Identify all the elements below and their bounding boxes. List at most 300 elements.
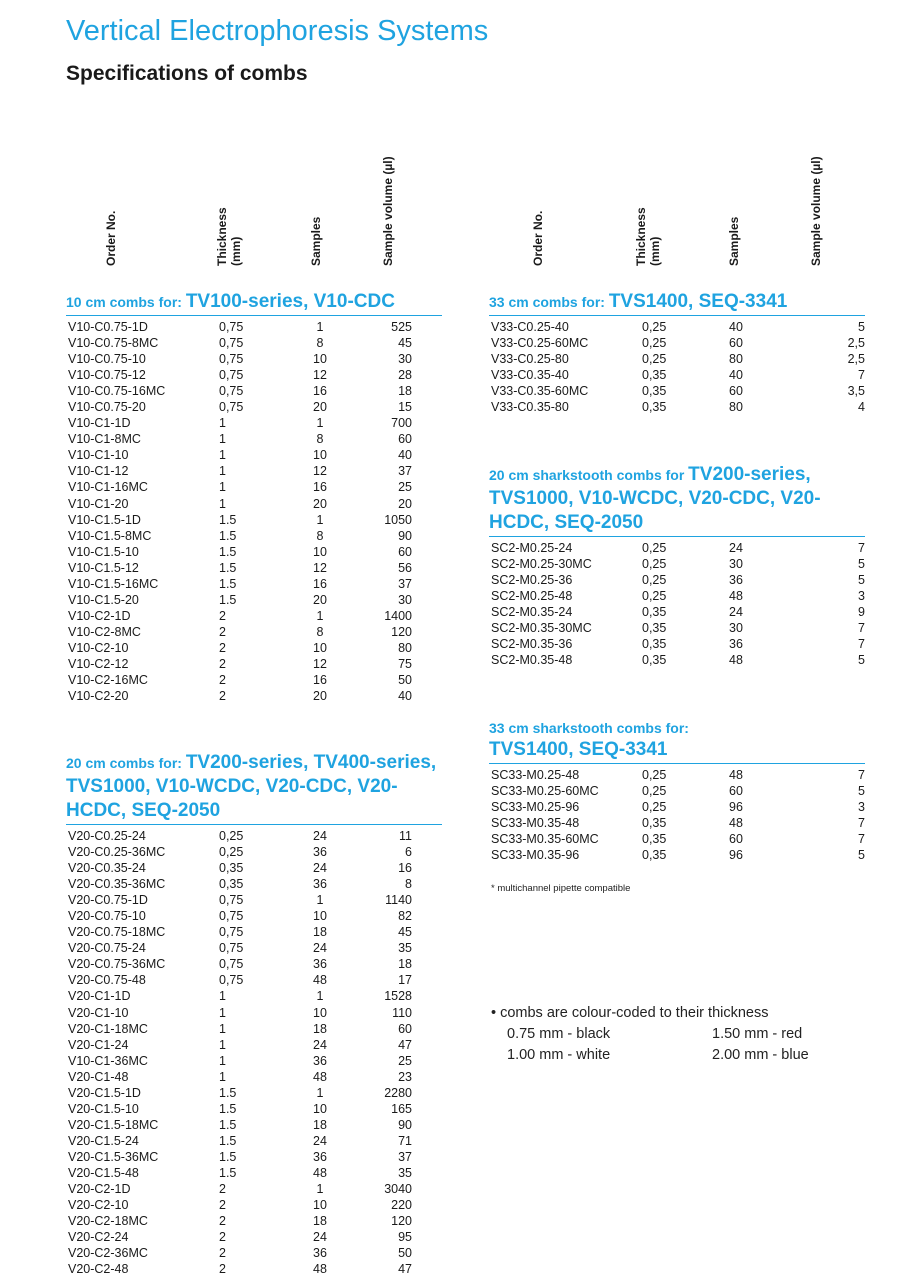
cell-order-no: V33-C0.25-60MC: [491, 336, 589, 351]
table-row: [66, 512, 442, 528]
cell-samples: 48: [729, 653, 743, 668]
cell-volume: 525: [391, 320, 412, 334]
cell-samples: 40: [729, 368, 743, 383]
table-row: [66, 892, 442, 908]
cell-order-no: V20-C1.5-1D: [68, 1085, 141, 1100]
cell-order-no: V20-C0.75-10: [68, 909, 146, 924]
table-row: [66, 1165, 442, 1181]
table-row: [66, 319, 442, 335]
table-row: [66, 431, 442, 447]
cell-samples: 10: [313, 448, 327, 463]
cell-volume: 2,5: [847, 352, 865, 367]
cell-thickness: 2: [219, 1214, 226, 1229]
cell-samples: 10: [313, 1198, 327, 1213]
cell-volume: 120: [391, 1214, 412, 1229]
table-row: [66, 479, 442, 495]
table-row: [66, 1021, 442, 1037]
cell-order-no: V10-C0.75-20: [68, 400, 146, 415]
cell-volume: 7: [858, 368, 865, 383]
cell-samples: 1: [316, 416, 324, 431]
header-thickness-unit: (mm): [648, 236, 662, 266]
cell-samples: 60: [729, 336, 743, 351]
section-heading-prefix: 20 cm combs for:: [66, 755, 186, 771]
cell-thickness: 1: [219, 1069, 226, 1084]
cell-thickness: 1: [219, 416, 226, 431]
cell-thickness: 1: [219, 432, 226, 447]
section-33cm-combs: [489, 290, 865, 415]
cell-order-no: V20-C1-18MC: [68, 1021, 148, 1036]
cell-order-no: V33-C0.35-40: [491, 368, 569, 383]
cell-volume: 700: [391, 416, 412, 431]
cell-thickness: 0,75: [219, 925, 244, 940]
cell-order-no: V33-C0.25-40: [491, 320, 569, 334]
cell-volume: 82: [398, 909, 412, 924]
cell-thickness: 2: [219, 640, 226, 655]
cell-order-no: V10-C1-8MC: [68, 432, 141, 447]
cell-samples: 30: [729, 557, 743, 572]
cell-thickness: 1.5: [219, 1101, 237, 1116]
cell-samples: 48: [313, 1262, 327, 1277]
table-row: [66, 560, 442, 576]
cell-order-no: V20-C0.25-36MC: [68, 845, 166, 860]
cell-order-no: SC2-M0.25-30MC: [491, 557, 592, 572]
table-row: [66, 688, 442, 704]
cell-order-no: SC2-M0.25-24: [491, 541, 573, 555]
cell-volume: 90: [398, 1117, 412, 1132]
table-row: [489, 799, 865, 815]
cell-thickness: 2: [219, 608, 226, 623]
cell-samples: 36: [313, 1246, 327, 1261]
cell-samples: 96: [729, 848, 743, 863]
cell-volume: 1140: [385, 893, 412, 908]
section-heading: [489, 290, 865, 316]
cell-samples: 10: [313, 1005, 327, 1020]
cell-order-no: V10-C1-1D: [68, 416, 131, 431]
cell-samples: 48: [729, 816, 743, 831]
cell-samples: 24: [313, 1037, 327, 1052]
table-row: [489, 815, 865, 831]
colour-code-note: [491, 1003, 809, 1066]
section-20cm-combs: [66, 751, 442, 1277]
table-row: [66, 624, 442, 640]
cell-volume: 47: [398, 1037, 412, 1052]
colour-note-red: 1.50 mm - red: [712, 1026, 803, 1042]
cell-samples: 18: [313, 1214, 327, 1229]
cell-volume: 35: [398, 941, 412, 956]
cell-thickness: 0,35: [642, 384, 667, 399]
table-row: [66, 335, 442, 351]
cell-order-no: V10-C2-10: [68, 640, 129, 655]
cell-order-no: SC33-M0.25-96: [491, 800, 580, 815]
page-subtitle: Specifications of combs: [66, 62, 308, 85]
cell-volume: 15: [398, 400, 412, 415]
table-row: [66, 1053, 442, 1069]
cell-order-no: V10-C2-20: [68, 689, 129, 704]
cell-thickness: 1.5: [219, 528, 237, 543]
cell-samples: 60: [729, 832, 743, 847]
cell-thickness: 2: [219, 1246, 226, 1261]
cell-volume: 11: [399, 829, 412, 843]
cell-samples: 48: [313, 973, 327, 988]
cell-volume: 6: [405, 845, 412, 860]
cell-thickness: 0,35: [219, 877, 244, 892]
cell-samples: 1: [316, 1085, 324, 1100]
cell-samples: 80: [729, 352, 743, 367]
cell-thickness: 1: [219, 1005, 226, 1020]
table-row: [66, 908, 442, 924]
table-row: [66, 1245, 442, 1261]
cell-order-no: V20-C1-24: [68, 1037, 129, 1052]
header-order-no: Order No.: [531, 210, 545, 266]
cell-order-no: V20-C0.75-24: [68, 941, 146, 956]
cell-volume: 9: [858, 605, 865, 620]
cell-volume: 20: [398, 496, 412, 511]
table-row: [66, 544, 442, 560]
cell-thickness: 1: [219, 1021, 226, 1036]
cell-thickness: 2: [219, 1230, 226, 1245]
table-row: [489, 572, 865, 588]
cell-thickness: 2: [219, 1182, 226, 1197]
colour-note-black: 0.75 mm - black: [507, 1026, 611, 1042]
cell-order-no: SC33-M0.35-48: [491, 816, 580, 831]
table-row: [66, 924, 442, 940]
table-row: [66, 1197, 442, 1213]
cell-volume: 56: [398, 560, 412, 575]
cell-samples: 1: [316, 1182, 324, 1197]
table-row: [489, 636, 865, 652]
cell-volume: 5: [858, 573, 865, 588]
cell-order-no: V10-C1-36MC: [68, 1053, 148, 1068]
table-row: [489, 783, 865, 799]
cell-order-no: V20-C2-1D: [68, 1182, 131, 1197]
table-row: [66, 1117, 442, 1133]
cell-samples: 16: [313, 576, 327, 591]
cell-volume: 28: [398, 368, 412, 383]
cell-volume: 60: [398, 432, 412, 447]
cell-samples: 24: [313, 941, 327, 956]
cell-order-no: SC2-M0.35-24: [491, 605, 573, 620]
cell-order-no: V10-C0.75-16MC: [68, 384, 166, 399]
cell-order-no: V20-C1.5-18MC: [68, 1117, 159, 1132]
section-heading-models: TV100-series, V10-CDC: [185, 291, 395, 312]
cell-thickness: 0,25: [642, 784, 667, 799]
cell-order-no: V10-C1-16MC: [68, 480, 148, 495]
section-heading: [66, 751, 442, 825]
cell-samples: 20: [313, 592, 327, 607]
cell-thickness: 1: [219, 480, 226, 495]
section-20cm-sharkstooth-combs: [489, 463, 865, 668]
cell-volume: 7: [858, 832, 865, 847]
cell-samples: 18: [313, 1117, 327, 1132]
cell-order-no: V10-C1-20: [68, 496, 129, 511]
table-row: [66, 656, 442, 672]
table-row: [66, 1069, 442, 1085]
table-row: [66, 1261, 442, 1277]
cell-volume: 3: [858, 800, 865, 815]
cell-thickness: 0,35: [642, 653, 667, 668]
cell-samples: 10: [313, 352, 327, 367]
cell-order-no: V10-C1.5-16MC: [68, 576, 159, 591]
cell-thickness: 0,75: [219, 909, 244, 924]
cell-thickness: 0,25: [642, 336, 667, 351]
table-row: [66, 1037, 442, 1053]
table-row: [489, 620, 865, 636]
cell-order-no: V10-C2-12: [68, 656, 129, 671]
cell-thickness: 1.5: [219, 1149, 237, 1164]
cell-thickness: 0,75: [219, 352, 244, 367]
cell-thickness: 0,75: [219, 893, 244, 908]
table-row: [489, 367, 865, 383]
cell-order-no: SC2-M0.35-30MC: [491, 621, 592, 636]
section-heading-prefix: 33 cm sharkstooth combs for:: [489, 720, 689, 736]
cell-volume: 5: [858, 320, 865, 334]
table-row: [489, 540, 865, 556]
table-row: [489, 383, 865, 399]
cell-thickness: 0,25: [642, 768, 667, 782]
cell-order-no: V20-C2-36MC: [68, 1246, 148, 1261]
left-column-headers: [66, 120, 446, 266]
cell-order-no: V20-C2-18MC: [68, 1214, 148, 1229]
cell-order-no: V20-C2-24: [68, 1230, 129, 1245]
header-order-no: Order No.: [104, 210, 118, 266]
header-thickness: [634, 207, 662, 266]
table-row: [66, 1181, 442, 1197]
cell-samples: 1: [316, 512, 324, 527]
cell-samples: 12: [313, 368, 327, 383]
cell-thickness: 1.5: [219, 576, 237, 591]
cell-order-no: V10-C0.75-12: [68, 368, 146, 383]
cell-volume: 30: [398, 592, 412, 607]
cell-order-no: V10-C1.5-1D: [68, 512, 141, 527]
cell-thickness: 2: [219, 1198, 226, 1213]
cell-order-no: V20-C0.35-36MC: [68, 877, 166, 892]
cell-thickness: 1: [219, 464, 226, 479]
cell-thickness: 0,75: [219, 320, 244, 334]
cell-thickness: 0,75: [219, 400, 244, 415]
cell-samples: 20: [313, 496, 327, 511]
cell-order-no: V33-C0.25-80: [491, 352, 569, 367]
cell-samples: 16: [313, 384, 327, 399]
cell-volume: 120: [391, 624, 412, 639]
section-heading-models: TV200-series, TV400-series, TVS1000, V10-WCDC, V20-CDC, V20-HCDC, SEQ-2050: [66, 752, 437, 821]
section-heading-models: TVS1400, SEQ-3341: [608, 291, 788, 312]
table-row: [66, 576, 442, 592]
cell-samples: 36: [729, 573, 743, 588]
table-row: [66, 1213, 442, 1229]
cell-volume: 4: [858, 400, 865, 415]
cell-order-no: V20-C2-48: [68, 1262, 129, 1277]
cell-samples: 30: [729, 621, 743, 636]
cell-volume: 35: [398, 1165, 412, 1180]
cell-samples: 24: [313, 861, 327, 876]
cell-thickness: 2: [219, 624, 226, 639]
cell-samples: 48: [313, 1165, 327, 1180]
cell-order-no: V20-C1.5-10: [68, 1101, 139, 1116]
cell-volume: 23: [398, 1069, 412, 1084]
cell-samples: 1: [316, 989, 324, 1004]
colour-note-blue: 2.00 mm - blue: [712, 1047, 809, 1063]
table-row: [66, 1149, 442, 1165]
table-row: [489, 319, 865, 335]
cell-volume: 220: [391, 1198, 412, 1213]
cell-order-no: V10-C2-8MC: [68, 624, 141, 639]
table-row: [489, 588, 865, 604]
table-row: [489, 767, 865, 783]
table-row: [66, 399, 442, 415]
cell-order-no: V20-C1-48: [68, 1069, 129, 1084]
cell-volume: 45: [398, 336, 412, 351]
colour-note-intro: • combs are colour-coded to their thickness: [491, 1005, 769, 1021]
cell-volume: 110: [392, 1005, 412, 1020]
table-row: [66, 528, 442, 544]
cell-samples: 1: [316, 320, 324, 334]
table-row: [489, 847, 865, 863]
header-samples: Samples: [727, 216, 741, 266]
cell-order-no: V33-C0.35-80: [491, 400, 569, 415]
cell-thickness: 0,35: [642, 848, 667, 863]
table-row: [66, 463, 442, 479]
table-row: [66, 860, 442, 876]
cell-samples: 20: [313, 400, 327, 415]
cell-thickness: 0,35: [642, 832, 667, 847]
cell-thickness: 0,25: [642, 573, 667, 588]
cell-samples: 24: [729, 541, 743, 555]
header-volume: Sample volume (µl): [381, 156, 395, 266]
cell-volume: 80: [398, 640, 412, 655]
cell-volume: 5: [858, 557, 865, 572]
cell-volume: 47: [398, 1262, 412, 1277]
cell-thickness: 0,35: [219, 861, 244, 876]
table-row: [66, 672, 442, 688]
cell-thickness: 1.5: [219, 1165, 237, 1180]
cell-thickness: 0,25: [642, 541, 667, 555]
cell-order-no: V10-C1-10: [68, 448, 129, 463]
cell-thickness: 1: [219, 1037, 226, 1052]
table-row: [66, 640, 442, 656]
cell-samples: 12: [313, 560, 327, 575]
table-row: [66, 1085, 442, 1101]
table-row: [66, 844, 442, 860]
table-row: [66, 367, 442, 383]
footnote: * multichannel pipette compatible: [491, 883, 631, 894]
cell-order-no: SC2-M0.35-36: [491, 637, 573, 652]
cell-thickness: 2: [219, 673, 226, 688]
cell-order-no: V20-C0.75-18MC: [68, 925, 166, 940]
cell-order-no: V10-C2-1D: [68, 608, 131, 623]
cell-order-no: V20-C0.35-24: [68, 861, 146, 876]
table-row: [489, 335, 865, 351]
table-row: [66, 1005, 442, 1021]
cell-samples: 1: [316, 893, 324, 908]
header-thickness-label: Thickness: [634, 207, 648, 266]
cell-thickness: 2: [219, 1262, 226, 1277]
section-heading: [66, 290, 442, 316]
cell-samples: 24: [313, 829, 327, 843]
cell-volume: 2,5: [847, 336, 865, 351]
cell-samples: 16: [313, 480, 327, 495]
cell-volume: 16: [398, 861, 412, 876]
header-samples: Samples: [309, 216, 323, 266]
table-row: [66, 1229, 442, 1245]
cell-volume: 37: [398, 464, 412, 479]
table-row: [66, 956, 442, 972]
cell-samples: 48: [729, 589, 743, 604]
right-column-headers: [489, 120, 869, 266]
cell-samples: 18: [313, 1021, 327, 1036]
cell-samples: 10: [313, 640, 327, 655]
cell-samples: 12: [313, 656, 327, 671]
cell-thickness: 0,35: [642, 605, 667, 620]
cell-samples: 24: [313, 1133, 327, 1148]
cell-samples: 36: [313, 1053, 327, 1068]
cell-order-no: V10-C1-12: [68, 464, 129, 479]
cell-thickness: 0,25: [642, 589, 667, 604]
cell-thickness: 0,25: [642, 800, 667, 815]
cell-samples: 36: [313, 957, 327, 972]
header-thickness-label: Thickness: [215, 207, 229, 266]
cell-thickness: 0,75: [219, 368, 244, 383]
cell-order-no: V20-C1-10: [68, 1005, 129, 1020]
header-thickness: [215, 207, 243, 266]
table-row: [489, 351, 865, 367]
cell-volume: 8: [405, 877, 412, 892]
cell-volume: 40: [398, 448, 412, 463]
header-thickness-unit: (mm): [229, 236, 243, 266]
cell-order-no: SC33-M0.35-60MC: [491, 832, 599, 847]
cell-samples: 8: [316, 528, 324, 543]
cell-order-no: V20-C1.5-48: [68, 1165, 139, 1180]
cell-volume: 18: [398, 384, 412, 399]
cell-order-no: V10-C0.75-10: [68, 352, 146, 367]
cell-thickness: 0,25: [642, 557, 667, 572]
cell-thickness: 0,35: [642, 368, 667, 383]
cell-volume: 17: [398, 973, 412, 988]
table-row: [489, 556, 865, 572]
cell-order-no: V33-C0.35-60MC: [491, 384, 589, 399]
cell-thickness: 0,75: [219, 973, 244, 988]
cell-order-no: SC33-M0.25-60MC: [491, 784, 599, 799]
cell-thickness: 0,75: [219, 336, 244, 351]
cell-volume: 5: [858, 653, 865, 668]
cell-volume: 7: [858, 621, 865, 636]
cell-thickness: 0,75: [219, 941, 244, 956]
cell-thickness: 1.5: [219, 1133, 237, 1148]
cell-thickness: 1.5: [219, 560, 237, 575]
cell-samples: 18: [313, 925, 327, 940]
cell-volume: 5: [858, 848, 865, 863]
cell-samples: 80: [729, 400, 743, 415]
cell-order-no: SC33-M0.35-96: [491, 848, 580, 863]
table-row: [66, 592, 442, 608]
table-row: [66, 415, 442, 431]
cell-thickness: 1.5: [219, 512, 237, 527]
cell-volume: 1050: [384, 512, 412, 527]
cell-order-no: V20-C0.75-48: [68, 973, 146, 988]
cell-samples: 36: [313, 845, 327, 860]
page-title: Vertical Electrophoresis Systems: [66, 15, 489, 47]
cell-volume: 71: [398, 1133, 412, 1148]
cell-volume: 30: [398, 352, 412, 367]
cell-volume: 7: [858, 768, 865, 782]
cell-volume: 25: [398, 1053, 412, 1068]
cell-samples: 24: [313, 1230, 327, 1245]
table-row: [489, 399, 865, 415]
cell-volume: 2280: [384, 1085, 412, 1100]
table-row: [66, 351, 442, 367]
cell-order-no: V20-C1-1D: [68, 989, 131, 1004]
cell-samples: 10: [313, 909, 327, 924]
cell-order-no: V10-C2-16MC: [68, 673, 148, 688]
